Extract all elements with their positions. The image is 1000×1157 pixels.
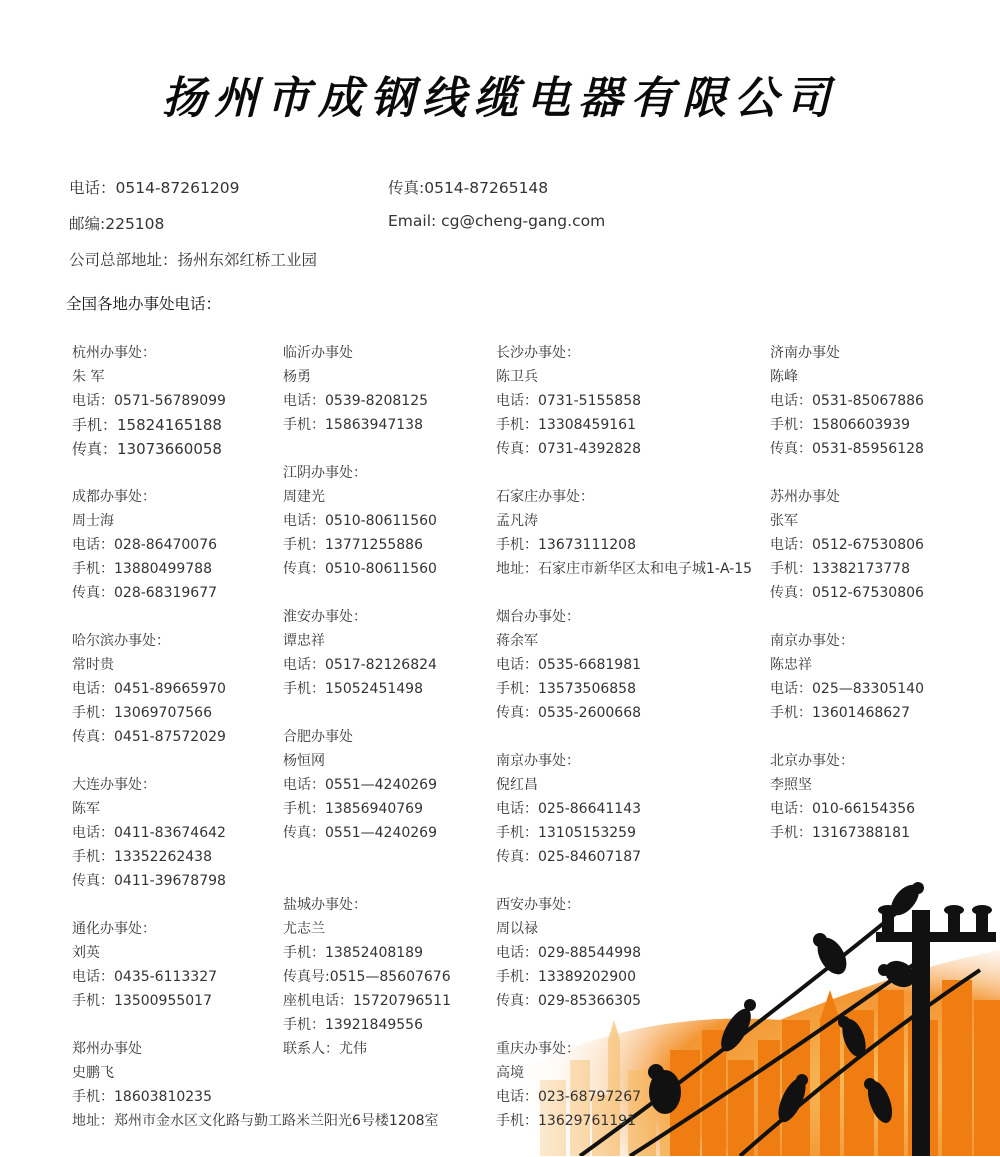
office-line: 南京办事处： <box>770 633 854 649</box>
office-block <box>283 605 451 701</box>
company-title: 扬州市成钢线缆电器有限公司 <box>162 73 838 124</box>
office-block <box>283 725 451 845</box>
office-line: 手机：13601468627 <box>770 705 910 721</box>
office-line: 手机：15052451498 <box>283 681 423 697</box>
office-line: 孟凡涛 <box>496 513 538 529</box>
office-line: 重庆办事处： <box>496 1041 580 1057</box>
office-line: 传真：0551—4240269 <box>283 825 437 841</box>
office-line: 合肥办事处 <box>283 729 353 745</box>
office-line: 传真：028-68319677 <box>72 585 218 601</box>
office-block <box>496 749 752 869</box>
office-block <box>283 341 451 437</box>
office-line: 李照坚 <box>770 777 812 793</box>
office-line: 北京办事处： <box>770 753 854 769</box>
office-line: 手机：13880499788 <box>72 561 212 577</box>
office-line: 蒋余军 <box>496 633 538 649</box>
office-line: 苏州办事处 <box>770 489 840 505</box>
office-line: 郑州办事处 <box>72 1041 142 1057</box>
office-line: 电话：0531-85067886 <box>770 393 924 409</box>
office-line: 手机：13673111208 <box>496 537 636 553</box>
office-line: 手机：13852408189 <box>283 945 423 961</box>
office-line: 大连办事处： <box>72 777 156 793</box>
office-line: 周建光 <box>283 489 325 505</box>
office-line: 济南办事处 <box>770 345 840 361</box>
office-line: 电话：0517-82126824 <box>283 657 437 673</box>
office-line: 常时贵 <box>72 657 114 673</box>
office-line: 传真：0512-67530806 <box>770 585 924 601</box>
office-line: 手机：13500955017 <box>72 993 212 1009</box>
office-line: 手机：13629761191 <box>496 1113 636 1129</box>
office-line: 传真：0510-80611560 <box>283 561 437 577</box>
office-line: 电话：025—83305140 <box>770 681 924 697</box>
office-line: 传真：0411-39678798 <box>72 873 226 889</box>
office-line: 临沂办事处 <box>283 345 353 361</box>
office-block <box>496 605 752 725</box>
office-line: 手机：13382173778 <box>770 561 910 577</box>
office-column-3 <box>496 341 752 1157</box>
office-line: 手机：15863947138 <box>283 417 423 433</box>
office-line: 手机：13921849556 <box>283 1017 423 1033</box>
office-line: 传真号:0515—85607676 <box>283 969 451 985</box>
office-line: 电话：0731-5155858 <box>496 393 642 409</box>
office-block <box>496 485 752 581</box>
office-line: 手机：18603810235 <box>72 1089 212 1105</box>
office-line: 盐城办事处： <box>283 897 367 913</box>
office-block <box>770 749 924 845</box>
office-line: 传真：0731-4392828 <box>496 441 642 457</box>
office-line: 手机：13856940769 <box>283 801 423 817</box>
office-line: 江阴办事处： <box>283 465 367 481</box>
office-line: 手机：13105153259 <box>496 825 636 841</box>
office-block <box>496 1037 752 1133</box>
office-line: 陈卫兵 <box>496 369 538 385</box>
office-line: 联系人：尤伟 <box>283 1041 367 1057</box>
office-column-2 <box>283 341 451 1085</box>
office-line: 尤志兰 <box>283 921 325 937</box>
office-line: 电话：0435-6113327 <box>72 969 218 985</box>
company-phone: 电话：0514-87261209 <box>69 179 240 197</box>
office-line: 谭忠祥 <box>283 633 325 649</box>
office-line: 杨恒网 <box>283 753 325 769</box>
office-line: 传真：0535-2600668 <box>496 705 642 721</box>
office-line: 传真：13073660058 <box>72 440 222 458</box>
office-line: 电话：0535-6681981 <box>496 657 642 673</box>
office-line: 杭州办事处： <box>72 345 156 361</box>
office-line: 电话：0512-67530806 <box>770 537 924 553</box>
company-zip: 邮编:225108 <box>69 215 165 233</box>
office-line: 手机：13771255886 <box>283 537 423 553</box>
office-line: 手机：13308459161 <box>496 417 636 433</box>
office-line: 手机：13167388181 <box>770 825 910 841</box>
office-block <box>770 341 924 461</box>
office-line: 地址：郑州市金水区文化路与勤工路米兰阳光6号楼1208室 <box>72 1113 439 1129</box>
office-line: 手机：13069707566 <box>72 705 212 721</box>
company-address: 公司总部地址：扬州东郊红桥工业园 <box>69 251 318 269</box>
office-line: 电话：023-68797267 <box>496 1089 642 1105</box>
company-email[interactable]: Email: cg@cheng-gang.com <box>388 212 606 230</box>
office-line: 手机：13389202900 <box>496 969 636 985</box>
office-line: 电话：029-88544998 <box>496 945 642 961</box>
office-line: 电话：0411-83674642 <box>72 825 226 841</box>
office-line: 电话：0571-56789099 <box>72 393 226 409</box>
office-line: 陈军 <box>72 801 100 817</box>
office-line: 电话：028-86470076 <box>72 537 218 553</box>
office-line: 地址：石家庄市新华区太和电子城1-A-15 <box>496 561 753 577</box>
office-column-4 <box>770 341 924 869</box>
office-line: 成都办事处： <box>72 489 156 505</box>
office-line: 南京办事处： <box>496 753 580 769</box>
office-line: 手机：15824165188 <box>72 416 222 434</box>
office-line: 电话：0551—4240269 <box>283 777 437 793</box>
office-line: 史鹏飞 <box>72 1065 114 1081</box>
office-block <box>283 893 451 1061</box>
office-line: 陈忠祥 <box>770 657 812 673</box>
office-line: 电话：025-86641143 <box>496 801 642 817</box>
office-line: 杨勇 <box>283 369 311 385</box>
office-line: 传真：0451-87572029 <box>72 729 226 745</box>
office-line: 高境 <box>496 1065 524 1081</box>
office-line: 电话：0451-89665970 <box>72 681 226 697</box>
office-line: 西安办事处： <box>496 897 580 913</box>
office-line: 刘英 <box>72 945 100 961</box>
office-line: 电话：010-66154356 <box>770 801 916 817</box>
office-line: 淮安办事处： <box>283 609 367 625</box>
office-line: 陈峰 <box>770 369 798 385</box>
office-line: 石家庄办事处： <box>496 489 594 505</box>
office-line: 通化办事处： <box>72 921 156 937</box>
office-line: 传真：0531-85956128 <box>770 441 924 457</box>
office-line: 电话：0510-80611560 <box>283 513 437 529</box>
office-line: 座机电话：15720796511 <box>283 993 451 1009</box>
company-fax: 传真:0514-87265148 <box>388 179 549 197</box>
office-block <box>496 341 752 461</box>
office-line: 周士海 <box>72 513 114 529</box>
office-line: 倪红昌 <box>496 777 538 793</box>
office-block <box>496 893 752 1013</box>
office-line: 张军 <box>770 513 798 529</box>
office-block <box>770 485 924 605</box>
office-line: 传真：025-84607187 <box>496 849 642 865</box>
office-line: 手机：13352262438 <box>72 849 212 865</box>
office-line: 电话：0539-8208125 <box>283 393 429 409</box>
office-block <box>770 629 924 725</box>
office-line: 手机：13573506858 <box>496 681 636 697</box>
office-line: 哈尔滨办事处： <box>72 633 170 649</box>
office-block <box>283 461 451 581</box>
office-line: 手机：15806603939 <box>770 417 910 433</box>
office-line: 传真：029-85366305 <box>496 993 642 1009</box>
office-line: 烟台办事处： <box>496 609 580 625</box>
office-line: 朱 军 <box>72 369 105 385</box>
offices-heading: 全国各地办事处电话： <box>66 295 222 313</box>
office-line: 周以禄 <box>496 921 538 937</box>
office-line: 长沙办事处： <box>496 345 580 361</box>
